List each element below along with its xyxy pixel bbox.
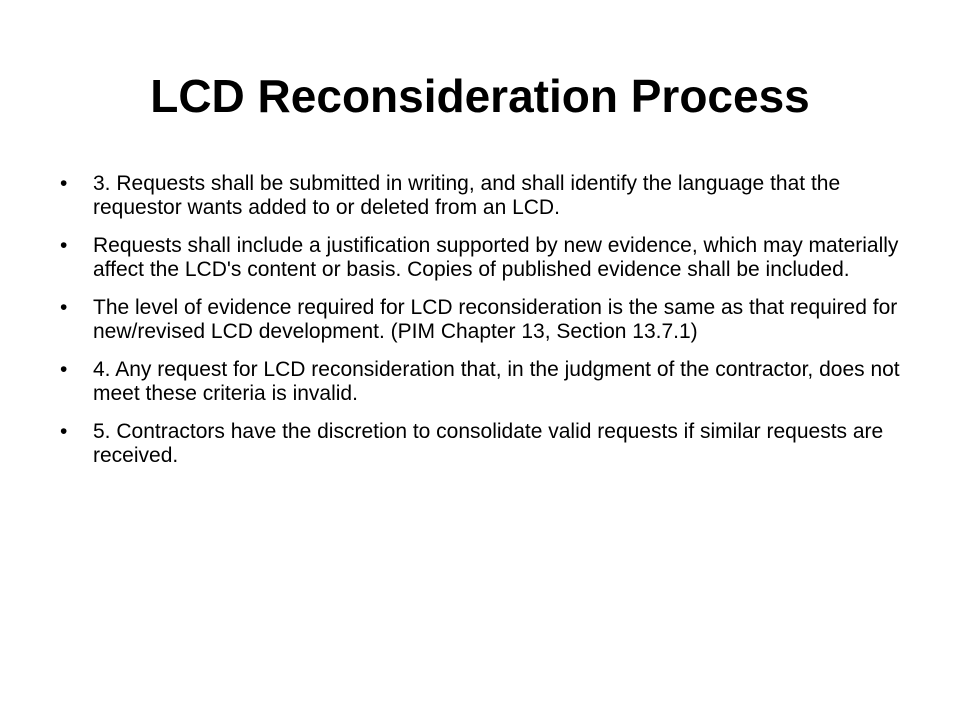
bullet-text: 4. Any request for LCD reconsideration that, in the judgment of the contractor, does not meet these criteria is invalid. [93,358,900,405]
bullet-icon: • [60,420,68,443]
bullet-text: The level of evidence required for LCD reconsideration is the same as that required for new/revised LCD development. (PIM Chapter 13, Section 13.7.1) [93,296,898,343]
bullet-icon: • [60,296,68,319]
bullet-icon: • [60,358,68,381]
bullet-item-2 [56,234,902,282]
bullet-item-1 [56,172,902,220]
bullet-item-3 [56,296,902,344]
bullet-text: 3. Requests shall be submitted in writing, and shall identify the language that the requestor wants added to or deleted from an LCD. [93,172,841,219]
bullet-list [56,172,902,482]
slide-title: LCD Reconsideration Process [150,70,810,122]
bullet-text: 5. Contractors have the discretion to consolidate valid requests if similar requests are received. [93,420,884,467]
bullet-text: Requests shall include a justification supported by new evidence, which may materially affect the LCD's content or basis. Copies of published evidence shall be included. [93,234,899,281]
bullet-item-5 [56,420,902,468]
bullet-icon: • [60,172,68,195]
bullet-icon: • [60,234,68,257]
bullet-item-4 [56,358,902,406]
